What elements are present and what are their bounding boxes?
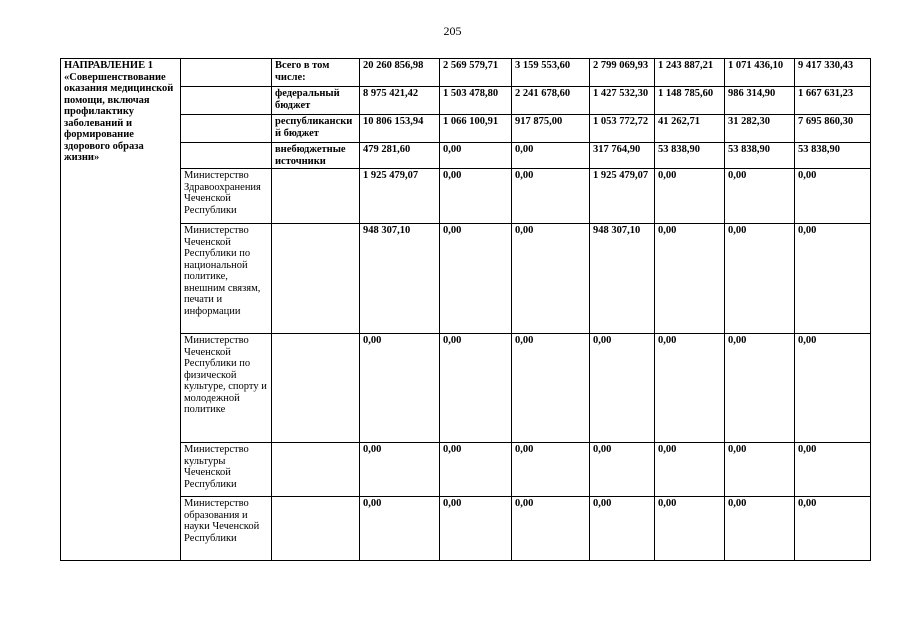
value-cell: 53 838,90 xyxy=(725,143,795,169)
page-number: 205 xyxy=(443,24,462,38)
empty-cell xyxy=(181,115,272,143)
empty-cell xyxy=(272,443,360,497)
value-cell: 0,00 xyxy=(725,169,795,224)
value-cell: 0,00 xyxy=(512,497,590,561)
direction-title: НАПРАВЛЕНИЕ 1 «Совершенствование оказания медицинской помощи, включая профилактику заболеваний и формирование здорового образа жизни» xyxy=(61,59,181,561)
value-cell: 0,00 xyxy=(655,334,725,443)
value-cell: 0,00 xyxy=(440,443,512,497)
value-cell: 0,00 xyxy=(440,497,512,561)
value-cell: 0,00 xyxy=(795,443,871,497)
ministry-name: Министерство Здравоохранения Чеченской Республики xyxy=(181,169,272,224)
value-cell: 0,00 xyxy=(725,497,795,561)
value-cell: 0,00 xyxy=(590,497,655,561)
table-row xyxy=(61,143,871,169)
value-cell: 41 262,71 xyxy=(655,115,725,143)
value-cell: 0,00 xyxy=(795,224,871,334)
value-cell: 1 243 887,21 xyxy=(655,59,725,87)
value-cell: 1 053 772,72 xyxy=(590,115,655,143)
value-cell: 2 799 069,93 xyxy=(590,59,655,87)
table-row xyxy=(61,87,871,115)
value-cell: 53 838,90 xyxy=(795,143,871,169)
table-row xyxy=(61,334,871,443)
value-cell: 0,00 xyxy=(725,334,795,443)
value-cell: 0,00 xyxy=(512,143,590,169)
value-cell: 2 569 579,71 xyxy=(440,59,512,87)
table-row xyxy=(61,115,871,143)
value-cell: 0,00 xyxy=(590,334,655,443)
value-cell: 0,00 xyxy=(655,443,725,497)
value-cell: 9 417 330,43 xyxy=(795,59,871,87)
value-cell: 0,00 xyxy=(725,224,795,334)
empty-cell xyxy=(272,334,360,443)
value-cell: 948 307,10 xyxy=(360,224,440,334)
empty-cell xyxy=(272,497,360,561)
value-cell: 986 314,90 xyxy=(725,87,795,115)
value-cell: 948 307,10 xyxy=(590,224,655,334)
value-cell: 0,00 xyxy=(440,334,512,443)
empty-cell xyxy=(181,59,272,87)
ministry-name: Министерство культуры Чеченской Республики xyxy=(181,443,272,497)
value-cell: 8 975 421,42 xyxy=(360,87,440,115)
value-cell: 7 695 860,30 xyxy=(795,115,871,143)
value-cell: 1 427 532,30 xyxy=(590,87,655,115)
value-cell: 0,00 xyxy=(360,443,440,497)
value-cell: 917 875,00 xyxy=(512,115,590,143)
value-cell: 1 925 479,07 xyxy=(590,169,655,224)
ministry-name: Министерство Чеченской Республики по национальной политике, внешним связям, печати и информации xyxy=(181,224,272,334)
empty-cell xyxy=(272,224,360,334)
row-label: внебюджетные источники xyxy=(272,143,360,169)
value-cell: 1 925 479,07 xyxy=(360,169,440,224)
value-cell: 0,00 xyxy=(360,497,440,561)
empty-cell xyxy=(181,143,272,169)
value-cell: 0,00 xyxy=(655,497,725,561)
table-row xyxy=(61,443,871,497)
value-cell: 0,00 xyxy=(440,224,512,334)
value-cell: 1 667 631,23 xyxy=(795,87,871,115)
value-cell: 53 838,90 xyxy=(655,143,725,169)
value-cell: 0,00 xyxy=(512,169,590,224)
value-cell: 0,00 xyxy=(440,143,512,169)
value-cell: 31 282,30 xyxy=(725,115,795,143)
value-cell: 3 159 553,60 xyxy=(512,59,590,87)
value-cell: 0,00 xyxy=(512,334,590,443)
row-label: федеральный бюджет xyxy=(272,87,360,115)
value-cell: 0,00 xyxy=(795,169,871,224)
row-label: Всего в том числе: xyxy=(272,59,360,87)
value-cell: 0,00 xyxy=(360,334,440,443)
table-row xyxy=(61,497,871,561)
table-row xyxy=(61,169,871,224)
value-cell: 0,00 xyxy=(655,169,725,224)
value-cell: 0,00 xyxy=(795,334,871,443)
value-cell: 1 148 785,60 xyxy=(655,87,725,115)
value-cell: 317 764,90 xyxy=(590,143,655,169)
value-cell: 0,00 xyxy=(440,169,512,224)
value-cell: 0,00 xyxy=(512,224,590,334)
table-row xyxy=(61,224,871,334)
value-cell: 0,00 xyxy=(655,224,725,334)
value-cell: 479 281,60 xyxy=(360,143,440,169)
value-cell: 0,00 xyxy=(795,497,871,561)
empty-cell xyxy=(272,169,360,224)
value-cell: 0,00 xyxy=(725,443,795,497)
value-cell: 1 071 436,10 xyxy=(725,59,795,87)
budget-table xyxy=(60,58,871,561)
ministry-name: Министерство образования и науки Чеченской Республики xyxy=(181,497,272,561)
value-cell: 20 260 856,98 xyxy=(360,59,440,87)
value-cell: 0,00 xyxy=(590,443,655,497)
empty-cell xyxy=(181,87,272,115)
value-cell: 0,00 xyxy=(512,443,590,497)
table-row xyxy=(61,59,871,87)
row-label: республиканский бюджет xyxy=(272,115,360,143)
value-cell: 1 503 478,80 xyxy=(440,87,512,115)
value-cell: 10 806 153,94 xyxy=(360,115,440,143)
value-cell: 1 066 100,91 xyxy=(440,115,512,143)
value-cell: 2 241 678,60 xyxy=(512,87,590,115)
ministry-name: Министерство Чеченской Республики по физической культуре, спорту и молодежной политике xyxy=(181,334,272,443)
